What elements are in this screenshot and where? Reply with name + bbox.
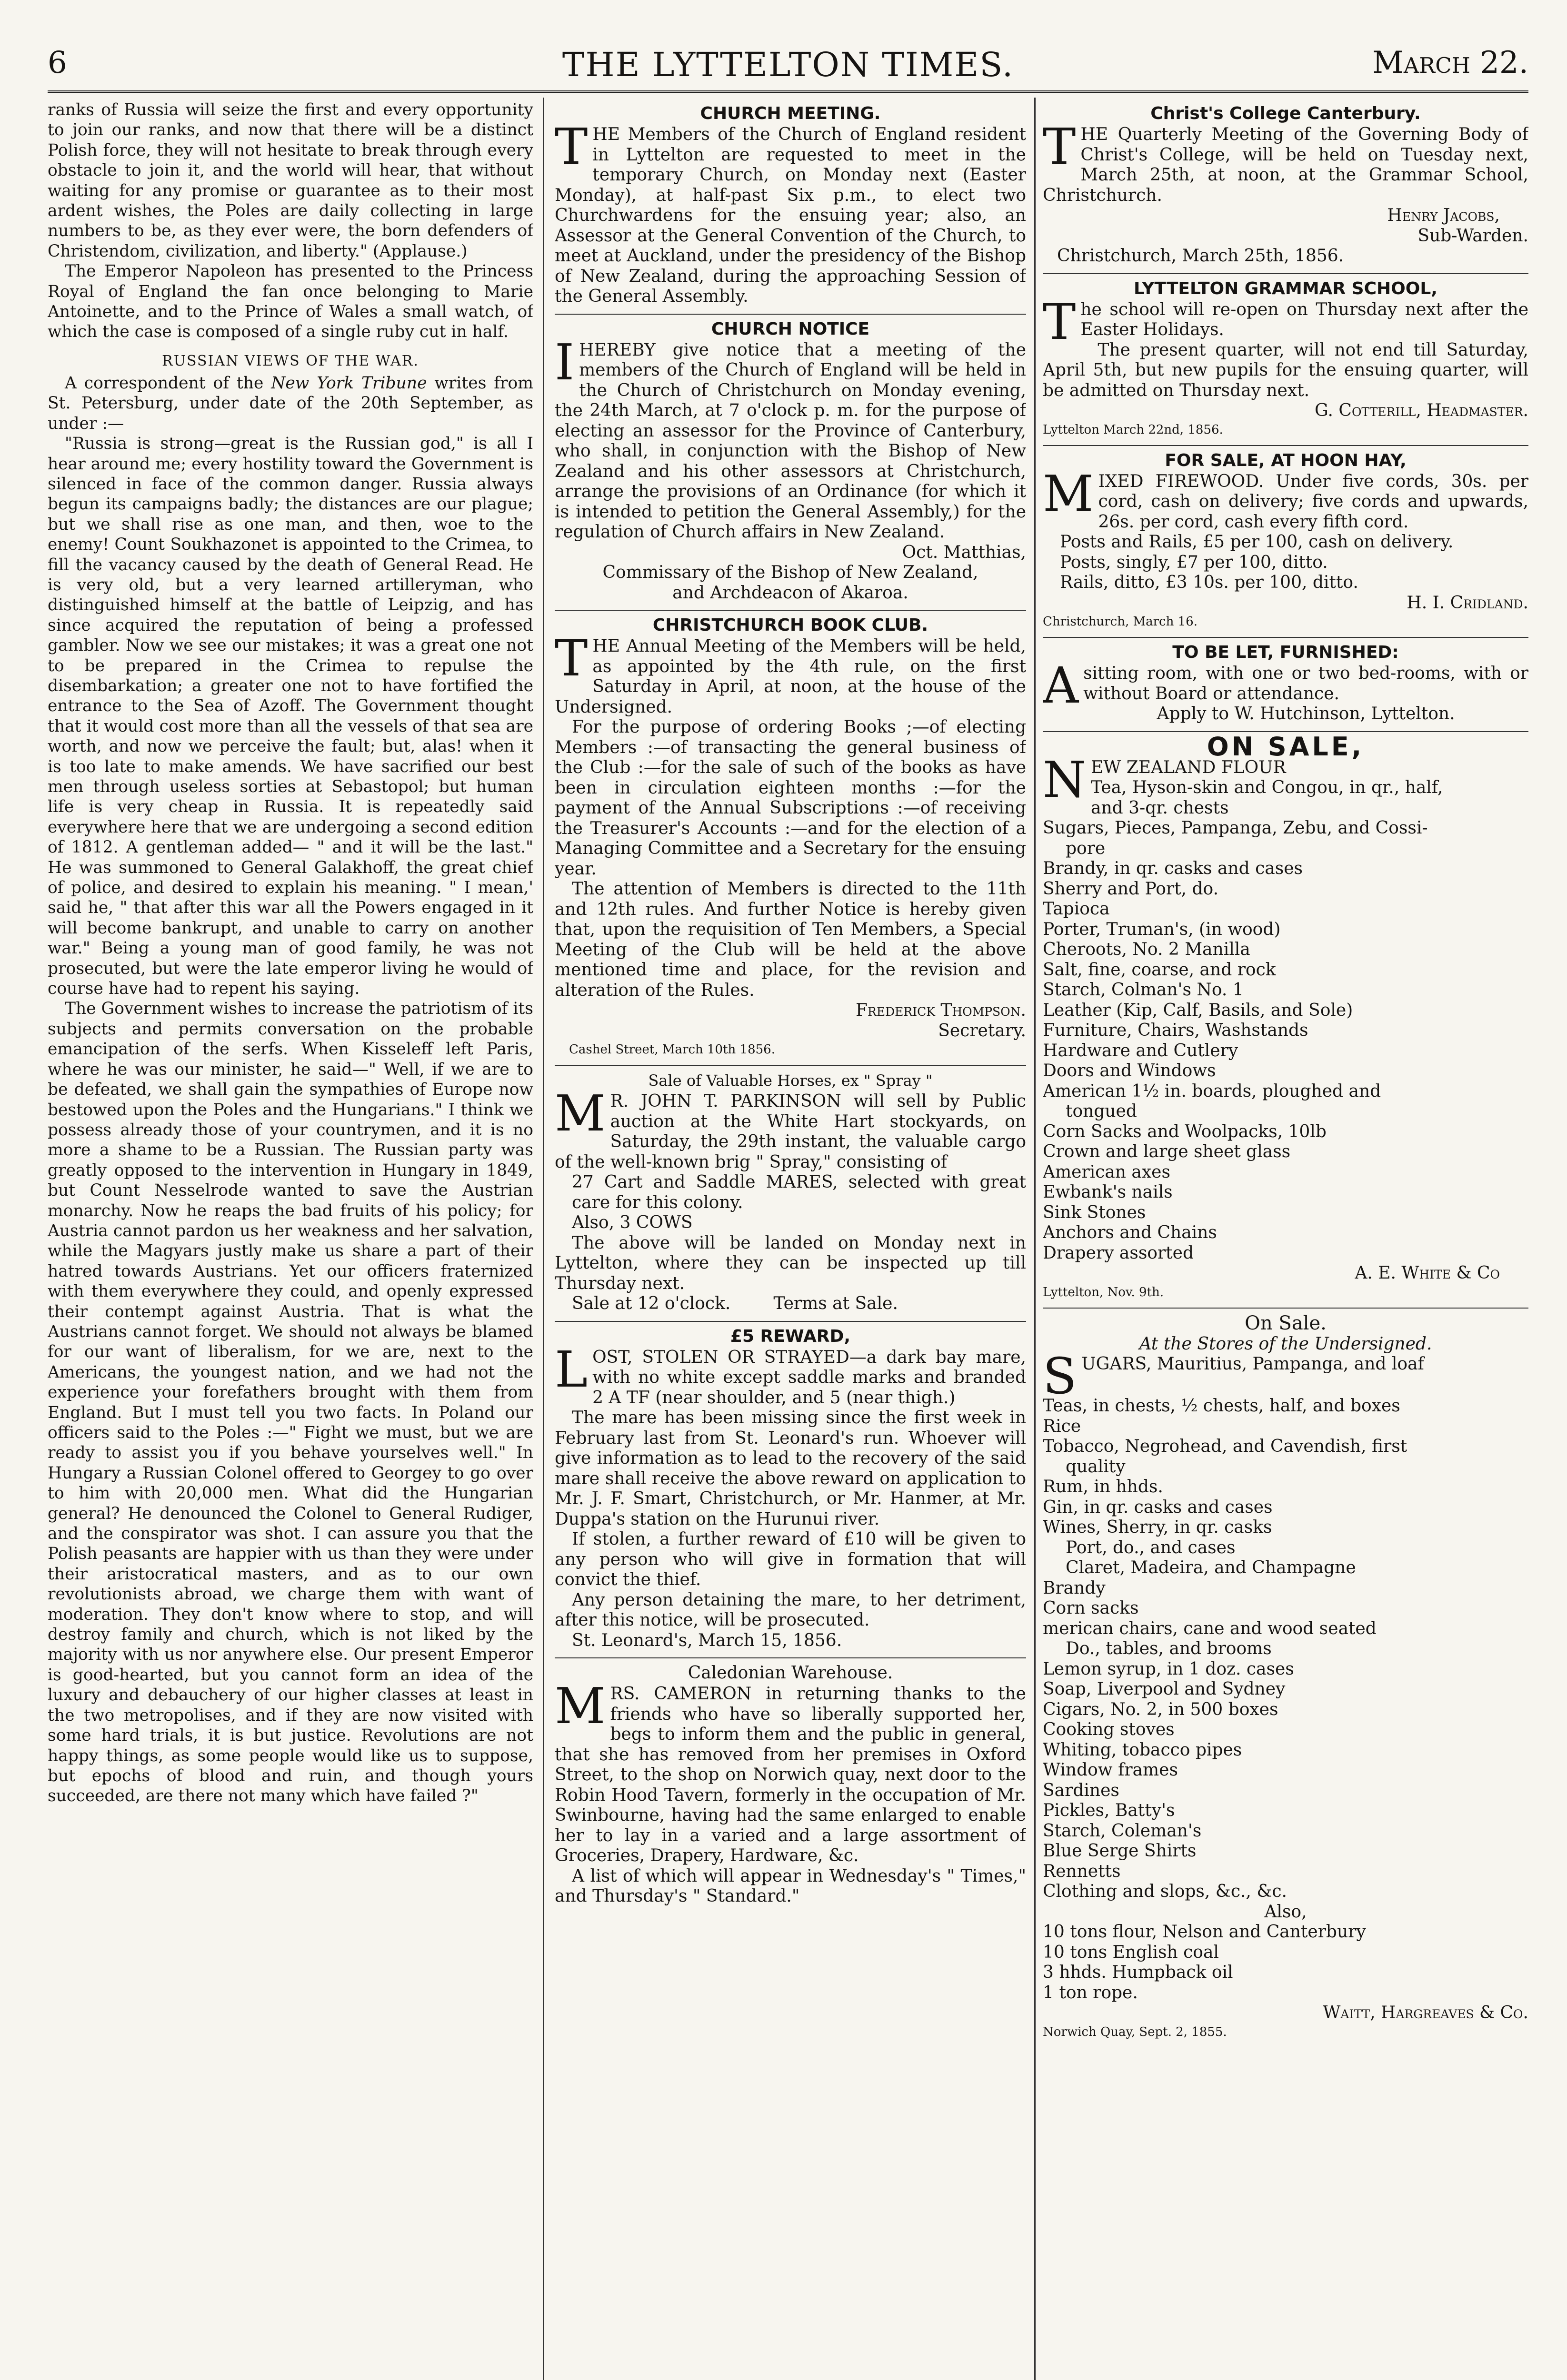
ad-signer: Frederick Thompson. bbox=[856, 1001, 1026, 1020]
ad-text: HE Members of the Church of England resident in Lyttelton are requested to meet in the temporary Church, on Monday next (Easter Monday), at half-past Six p.m., to elect two Churchwardens for the ensuing year; also, an Assessor at the General Convention of the Church, to meet at Auckland, under the presidency of the Bishop of New Zealand, during the approaching Session of the General Assembly. bbox=[555, 125, 1026, 306]
ad-body bbox=[1043, 118, 1528, 206]
goods-list-item: Corn Sacks and Woolpacks, 10lb bbox=[1043, 1121, 1327, 1141]
ad-separator bbox=[1043, 273, 1528, 274]
column-2 bbox=[555, 100, 1026, 2380]
ad-text: sitting room, with one or two bed-rooms, with or without Board or attendance. bbox=[1083, 664, 1528, 704]
goods-list-item: American 1½ in. boards, ploughed and bbox=[1043, 1081, 1381, 1101]
goods-list-item: Whiting, tobacco pipes bbox=[1043, 1740, 1242, 1760]
ad-heading: Christ's College Canterbury. bbox=[1150, 104, 1421, 123]
ad-heading: LYTTELTON GRAMMAR SCHOOL, bbox=[1134, 278, 1437, 298]
goods-list-item: quality bbox=[1066, 1457, 1126, 1477]
goods-list-item: 10 tons English coal bbox=[1043, 1942, 1219, 1962]
ad-place-date: St. Leonard's, March 15, 1856. bbox=[572, 1630, 842, 1650]
newspaper-title: THE LYTTELTON TIMES. bbox=[562, 45, 1014, 84]
ad-place-date: Lyttelton, Nov. 9th. bbox=[1043, 1285, 1164, 1299]
goods-list bbox=[1043, 1396, 1528, 2003]
goods-list-item: Tobacco, Negrohead, and Cavendish, first bbox=[1043, 1437, 1407, 1456]
ad-signer-role: Sub-Warden. bbox=[1417, 226, 1528, 246]
goods-list-item: 10 tons flour, Nelson and Canterbury bbox=[1043, 1922, 1366, 1942]
ad-body bbox=[555, 1340, 1026, 1408]
ad-separator bbox=[1043, 1308, 1528, 1309]
text-run: writes from St. Petersburg, under date of the 20th September, as under :— bbox=[48, 373, 533, 433]
ad-heading: Sale of Valuable Horses, ex " Spray " bbox=[648, 1071, 933, 1090]
ad-separator bbox=[555, 1065, 1026, 1066]
ad-text: HE Annual Meeting of the Members will be held, as appointed by the 4th rule, on the first Saturday in April, at noon, at the house of the Undersigned. bbox=[555, 636, 1026, 717]
ad-text: OST, STOLEN OR STRAYED—a dark bay mare, with no white except saddle marks and branded 2 A TF (near shoulder, and 5 (near thigh.) bbox=[592, 1347, 1026, 1408]
ad-book-club bbox=[555, 615, 1026, 1058]
ad-separator bbox=[555, 610, 1026, 611]
ad-paragraph: The mare has been missing since the first week in February last from St. Leonard's run. Whoever will give information as to lead to the recovery of the said mare shall receive the above reward on application to Mr. J. F. Smart, Christchurch, or Mr. Hanmer, at Mr. Duppa's station on the Hurunui river. bbox=[555, 1408, 1026, 1529]
ad-signer: G. Cotterill, Headmaster. bbox=[1315, 401, 1528, 420]
ad-text: he school will re-open on Thursday next after the Easter Holidays. bbox=[1080, 299, 1528, 339]
ad-heading: ON SALE, bbox=[1207, 731, 1365, 762]
ad-paragraph: If stolen, a further reward of £10 will be given to any person who will give in formation that will convict the thief. bbox=[555, 1529, 1026, 1589]
article-paragraph bbox=[48, 373, 533, 434]
ad-heading: FOR SALE, AT HOON HAY, bbox=[1165, 450, 1407, 470]
ad-heading: On Sale. bbox=[1245, 1312, 1327, 1334]
column-divider bbox=[1034, 98, 1036, 2380]
column-divider bbox=[543, 98, 544, 2380]
goods-list-item: Anchors and Chains bbox=[1043, 1223, 1217, 1242]
ad-grammar-school bbox=[1043, 278, 1528, 438]
goods-list-item: Tapioca bbox=[1043, 899, 1110, 919]
goods-list-item: Sink Stones bbox=[1043, 1202, 1146, 1222]
ad-separator bbox=[555, 1321, 1026, 1322]
goods-list-item: Porter, Truman's, (in wood) bbox=[1043, 919, 1281, 939]
goods-list-item: 3 hhds. Humpback oil bbox=[1043, 1963, 1233, 1982]
drop-cap: N bbox=[1043, 750, 1086, 809]
ad-subheading: At the Stores of the Undersigned. bbox=[1139, 1334, 1432, 1354]
sale-terms: Terms at Sale. bbox=[773, 1294, 898, 1313]
ad-on-sale-waitt bbox=[1043, 1312, 1528, 2041]
drop-cap: T bbox=[1043, 292, 1076, 351]
goods-list-item: and 3-qr. chests bbox=[1091, 798, 1229, 818]
ad-caledonian-warehouse bbox=[555, 1662, 1026, 1907]
goods-list-item: Teas, in chests, ½ chests, half, and boxes bbox=[1043, 1396, 1400, 1416]
ad-reward bbox=[555, 1326, 1026, 1651]
goods-list-item: Pickles, Batty's bbox=[1043, 1801, 1175, 1820]
goods-list-item: Gin, in qr. casks and cases bbox=[1043, 1497, 1273, 1517]
ad-signer-role: Secretary. bbox=[938, 1021, 1026, 1041]
ad-place-date: Christchurch, March 16. bbox=[1043, 615, 1198, 629]
goods-list-item: Sugars, Pieces, Pampanga, Zebu, and Cossi- bbox=[1043, 818, 1428, 838]
ad-paragraph: Apply to W. Hutchinson, Lyttelton. bbox=[1157, 704, 1455, 724]
ad-signature: and Archdeacon of Akaroa. bbox=[672, 583, 908, 603]
goods-list-item: American axes bbox=[1043, 1162, 1170, 1182]
ad-on-sale-white bbox=[1043, 731, 1528, 1301]
ad-place-date: Lyttelton March 22nd, 1856. bbox=[1043, 422, 1223, 437]
ad-heading: Caledonian Warehouse. bbox=[688, 1663, 893, 1683]
goods-list bbox=[1043, 778, 1528, 1263]
ad-christs-college bbox=[1043, 103, 1528, 267]
ad-to-let bbox=[1043, 642, 1528, 724]
ad-body bbox=[1043, 292, 1528, 351]
goods-list-item: tongued bbox=[1066, 1101, 1137, 1121]
goods-list-item: Cheroots, No. 2 Manilla bbox=[1043, 940, 1250, 959]
ad-paragraph: Posts, singly, £7 per 100, ditto. bbox=[1060, 552, 1328, 572]
ad-paragraph: Rails, ditto, £3 10s. per 100, ditto. bbox=[1060, 573, 1358, 592]
goods-list-item: Crown and large sheet glass bbox=[1043, 1142, 1291, 1161]
ad-separator bbox=[555, 314, 1026, 315]
ad-place-date: Cashel Street, March 10th 1856. bbox=[569, 1042, 775, 1057]
ad-separator bbox=[1043, 637, 1528, 638]
drop-cap: T bbox=[555, 118, 588, 176]
goods-list-item: Lemon syrup, in 1 doz. cases bbox=[1043, 1659, 1294, 1679]
ad-signer: Waitt, Hargreaves & Co. bbox=[1323, 2003, 1528, 2023]
goods-list-item: Ewbank's nails bbox=[1043, 1182, 1173, 1202]
goods-list-item: Sardines bbox=[1043, 1780, 1119, 1800]
ad-body bbox=[555, 333, 1026, 543]
ad-body bbox=[555, 1677, 1026, 1866]
goods-list-item: Starch, Colman's No. 1 bbox=[1043, 980, 1244, 1000]
goods-list-item: Salt, fine, coarse, and rock bbox=[1043, 960, 1276, 980]
ad-item: Also, 3 COWS bbox=[572, 1213, 693, 1232]
masthead-rule bbox=[48, 90, 1528, 93]
ad-place-date: Christchurch, March 25th, 1856. bbox=[1057, 246, 1344, 266]
ad-signer: A. E. White & Co bbox=[1355, 1263, 1500, 1283]
drop-cap: T bbox=[555, 629, 588, 687]
goods-list-item: Claret, Madeira, and Champagne bbox=[1066, 1558, 1356, 1577]
goods-list-item: Rum, in hhds. bbox=[1043, 1477, 1163, 1497]
goods-list-item: Furniture, Chairs, Washstands bbox=[1043, 1021, 1308, 1040]
ad-signer: H. I. Cridland. bbox=[1407, 593, 1528, 613]
ad-text: EW ZEALAND FLOUR bbox=[1091, 757, 1286, 777]
goods-list-item: Brandy, in qr. casks and cases bbox=[1043, 859, 1303, 878]
article-paragraph: ranks of Russia will seize the first and every opportunity to join our ranks, and now that there will be a distinct Polish force, they will not hesitate to break through every obstacle to join it, and the world will hear, that without waiting for any promise or guarantee as to their most ardent wishes, the Poles are daily collecting in large numbers to be, as they ever were, the born defenders of Christendom, civilization, and liberty." (Applause.) bbox=[48, 100, 533, 261]
goods-list-item: Brandy bbox=[1043, 1578, 1106, 1598]
ad-heading: £5 REWARD, bbox=[730, 1326, 851, 1346]
issue-date: March 22. bbox=[1372, 45, 1528, 80]
ad-paragraph: For the purpose of ordering Books ;—of electing Members :—of transacting the general business of the Club :—for the sale of such of the books as have been in circulation eighteen months :—for the payment of the Annual Subscriptions :—of receiving the Treasurer's Accounts :—and for the election of a Managing Committee and a Secretary for the ensuing year. bbox=[555, 717, 1026, 879]
goods-list-item: Do., tables, and brooms bbox=[1066, 1639, 1272, 1658]
drop-cap: I bbox=[555, 333, 575, 391]
newspaper-name: New York Tribune bbox=[271, 373, 427, 393]
goods-list-item: Port, do., and cases bbox=[1066, 1537, 1236, 1557]
ad-paragraph: A list of which will appear in Wednesday's " Times," and Thursday's " Standard." bbox=[555, 1866, 1026, 1906]
goods-list-item: Blue Serge Shirts bbox=[1043, 1841, 1197, 1861]
ad-text: RS. CAMERON in returning thanks to the friends who have so liberally supported her, begs to inform them and the public in general, that she has removed from her premises in Oxford Street, to the shop on Norwich quay, next door to the Robin Hood Tavern, formerly in the occupation of Mr. Swinbourne, having had the same enlarged to enable her to lay in a varied and a large assortment of Groceries, Drapery, Hardware, &c. bbox=[555, 1684, 1026, 1865]
goods-list-item: Rennetts bbox=[1043, 1861, 1121, 1881]
ad-item: 27 Cart and Saddle MARES, selected with great care for this colony. bbox=[572, 1172, 1026, 1212]
ad-horse-sale bbox=[555, 1070, 1026, 1314]
drop-cap: S bbox=[1043, 1347, 1077, 1405]
article-paragraph: The Emperor Napoleon has presented to the Princess Royal of England the fan once belonging to Marie Antoinette, and to the Prince of Wales a small watch, of which the case is composed of a single ruby cut in half. bbox=[48, 262, 533, 342]
goods-list-item: Sherry and Port, do. bbox=[1043, 879, 1219, 899]
ad-heading: CHRISTCHURCH BOOK CLUB. bbox=[652, 615, 928, 635]
ad-text: UGARS, Mauritius, Pampanga, and loaf bbox=[1081, 1354, 1424, 1374]
ad-paragraph: The above will be landed on Monday next in Lyttelton, where they can be inspected up till Thursday next. bbox=[555, 1233, 1026, 1293]
goods-list-item: pore bbox=[1066, 838, 1106, 858]
goods-list-item: Corn sacks bbox=[1043, 1598, 1139, 1618]
ad-body bbox=[1043, 464, 1528, 533]
ad-paragraph: The present quarter, will not end till Saturday, April 5th, but new pupils for the ensuing quarter, will be admitted on Thursday next. bbox=[1043, 340, 1528, 400]
goods-list-item: Leather (Kip, Calf, Basils, and Sole) bbox=[1043, 1000, 1353, 1020]
ad-signer: Henry Jacobs, bbox=[1387, 206, 1500, 225]
goods-list-item: Tea, Hyson-skin and Congou, in qr., half, bbox=[1091, 778, 1443, 797]
goods-list-item: Starch, Coleman's bbox=[1043, 1821, 1202, 1841]
article-paragraph: "Russia is strong—great is the Russian god," is all I hear around me; every hostility toward the Government is silenced in face of the common danger. Russia always begun its campaigns badly; the distances are our plague; but we shall rise as one man, and then, woe to the enemy! Count Soukhazonet is appointed to the Crimea, to fill the vacancy caused by the death of General Read. He is very old, but a very learned artilleryman, who distinguished himself at the battle of Leipzig, and has since acquired the reputation of being a professed gambler. Now we see our mistakes; it was a great one not to be prepared in the Crimea to repulse the disembarkation; a greater one not to have fortified the entrance to the Sea of Azoff. The Government thought that it would cost more than all the vessels of that sea are worth, and now we perceive the fault; but, alas! when it is too late to make amends. We have sacrified our best men through useless sorties at Sebastopol; but human life is very cheap in Russia. It is repeatedly said everywhere here that we are undergoing a second edition of 1812. A gentleman added— " and it will be the last." He was summoned to General Galakhoff, the great chief of police, and desired to explain his meaning. " I mean,' said he, " that after this war all the Powers engaged in it will become bankrupt, and unable to carry on another war." Being a young man of good family, he was not prosecuted, but were the late emperor living he would of course have had to repent his saying. bbox=[48, 434, 533, 999]
ad-body bbox=[1043, 1347, 1528, 1405]
ad-paragraph: The attention of Members is directed to the 11th and 12th rules. And further Notice is hereby given that, upon the requisition of Ten Members, a Special Meeting of the Club will be held at the above mentioned time and place, for the revision and alteration of the Rules. bbox=[555, 879, 1026, 1000]
sale-time: Sale at 12 o'clock. bbox=[572, 1294, 731, 1313]
ad-body bbox=[555, 1084, 1026, 1172]
goods-list-item: Cigars, No. 2, in 500 boxes bbox=[1043, 1699, 1278, 1719]
text-run: A correspondent of the bbox=[65, 373, 271, 393]
ad-text: IXED FIREWOOD. Under five cords, 30s. per cord, cash on delivery; five cords and upwards, 26s. per cord, cash every fifth cord. bbox=[1098, 471, 1528, 532]
column-3 bbox=[1043, 100, 1528, 2380]
ad-separator bbox=[555, 1657, 1026, 1658]
goods-list-item: Rice bbox=[1043, 1416, 1081, 1436]
goods-list-item: Soap, Liverpool and Sydney bbox=[1043, 1679, 1286, 1699]
column-1 bbox=[48, 100, 533, 2380]
ad-body bbox=[555, 629, 1026, 717]
ad-body bbox=[555, 118, 1026, 307]
section-heading: RUSSIAN VIEWS OF THE WAR. bbox=[162, 352, 419, 369]
ad-signature: Commissary of the Bishop of New Zealand, bbox=[602, 563, 978, 582]
ad-text: R. JOHN T. PARKINSON will sell by Public auction at the White Hart stockyards, on Saturday, the 29th instant, the valuable cargo of the well-known brig " Spray," consisting of bbox=[555, 1091, 1026, 1172]
ad-text: HEREBY give notice that a meeting of the members of the Church of England will be held in the Church of Christchurch on Monday evening, the 24th March, at 7 o'clock p. m. for the purpose of electing an assessor for the Province of Canterbury, who shall, in conjunction with the Bishop of New Zealand and his other assessors at Christchurch, arrange the provisions of an Ordinance (for which it is intended to petition the General Assembly,) for the regulation of Church affairs in New Zealand. bbox=[555, 340, 1026, 542]
ad-paragraph: Any person detaining the mare, to her detriment, after this notice, will be prosecuted. bbox=[555, 1590, 1026, 1630]
drop-cap: T bbox=[1043, 118, 1076, 176]
ad-place-date: Norwich Quay, Sept. 2, 1855. bbox=[1043, 2024, 1227, 2039]
ad-text: HE Quarterly Meeting of the Governing Body of Christ's College, will be held on Tuesday next, March 25th, at noon, at the Grammar School, Christchurch. bbox=[1043, 125, 1528, 205]
ad-heading: CHURCH NOTICE bbox=[711, 319, 870, 339]
ad-church-notice bbox=[555, 318, 1026, 604]
goods-list-item: Also, bbox=[1264, 1902, 1307, 1922]
ad-hoon-hay bbox=[1043, 450, 1528, 631]
goods-list-item: Drapery assorted bbox=[1043, 1243, 1194, 1263]
ad-heading: CHURCH MEETING. bbox=[700, 104, 881, 123]
ad-heading: TO BE LET, FURNISHED: bbox=[1172, 643, 1399, 662]
goods-list-item: Clothing and slops, &c., &c. bbox=[1043, 1882, 1287, 1901]
drop-cap: M bbox=[555, 1084, 606, 1142]
ad-church-meeting bbox=[555, 103, 1026, 307]
goods-list-item: 1 ton rope. bbox=[1043, 1983, 1138, 2003]
goods-list-item: Window frames bbox=[1043, 1760, 1178, 1780]
drop-cap: A bbox=[1043, 656, 1079, 714]
goods-list-item: Cooking stoves bbox=[1043, 1720, 1175, 1739]
page-number: 6 bbox=[48, 45, 67, 80]
drop-cap: L bbox=[555, 1340, 588, 1398]
ad-separator bbox=[1043, 445, 1528, 446]
ad-signature: Oct. Matthias, bbox=[902, 542, 1026, 562]
article-paragraph: The Government wishes to increase the patriotism of its subjects and permits conversation on the probable emancipation of the serfs. When Kisseleff left Paris, where he was our minister, he said—" Well, if we are to be defeated, we shall gain the sympathies of Europe now bestowed upon the Poles and the Hungarians." I think we possess already those of your countrymen, and it is no more a shame to be a Russian. The Russian party was greatly opposed to the intervention in Hungary in 1849, but Count Nesselrode wanted to save the Austrian monarchy. Now he reaps the bad fruits of his policy; for Austria cannot pardon us her weakness and her salvation, while the Magyars justly make us share a part of their hatred towards Austrians. Yet our officers fraternized with them everywhere they could, and openly expressed their contempt against Austria. That is what the Austrians cannot forget. We should not always be blamed for our want of liberalism, for we are, next to the Americans, the youngest nation, and we had not the experience your forefathers brought with them from England. But I must tell you two facts. In Poland our officers said to the Poles :—" Fight we must, but we are ready to assist you if you behave yourselves well." In Hungary a Russian Colonel offered to Georgey to go over to him with 20,000 men. What did the Hungarian general? He denounced the Colonel to General Rudiger, and the conspirator was shot. I can assure you that the Polish peasants are happier with us than they were under their aristocratical masters, and as to our own revolutionists abroad, we charge them with want of moderation. They don't know where to stop, and will destroy family and church, which is not liked by the majority with us nor anywhere else. Our present Emperor is good-hearted, but you cannot form an idea of the luxury and debauchery of our higher classes at least in the two metropolises, and if they are now visited with some hard trials, it is but justice. Revolutions are not happy things, as some people would like us to suppose, but epochs of blood and ruin, and though yours succeeded, are there not many which have failed ?" bbox=[48, 999, 533, 1806]
goods-list-item: merican chairs, cane and wood seated bbox=[1043, 1618, 1377, 1638]
goods-list-item: Hardware and Cutlery bbox=[1043, 1041, 1238, 1061]
drop-cap: M bbox=[1043, 464, 1094, 523]
goods-list-item: Wines, Sherry, in qr. casks bbox=[1043, 1517, 1272, 1537]
ad-sale-terms bbox=[555, 1294, 1026, 1314]
goods-list-item: Doors and Windows bbox=[1043, 1061, 1216, 1081]
drop-cap: M bbox=[555, 1677, 606, 1735]
masthead bbox=[48, 45, 1528, 83]
ad-paragraph: Posts and Rails, £5 per 100, cash on delivery. bbox=[1060, 532, 1454, 552]
